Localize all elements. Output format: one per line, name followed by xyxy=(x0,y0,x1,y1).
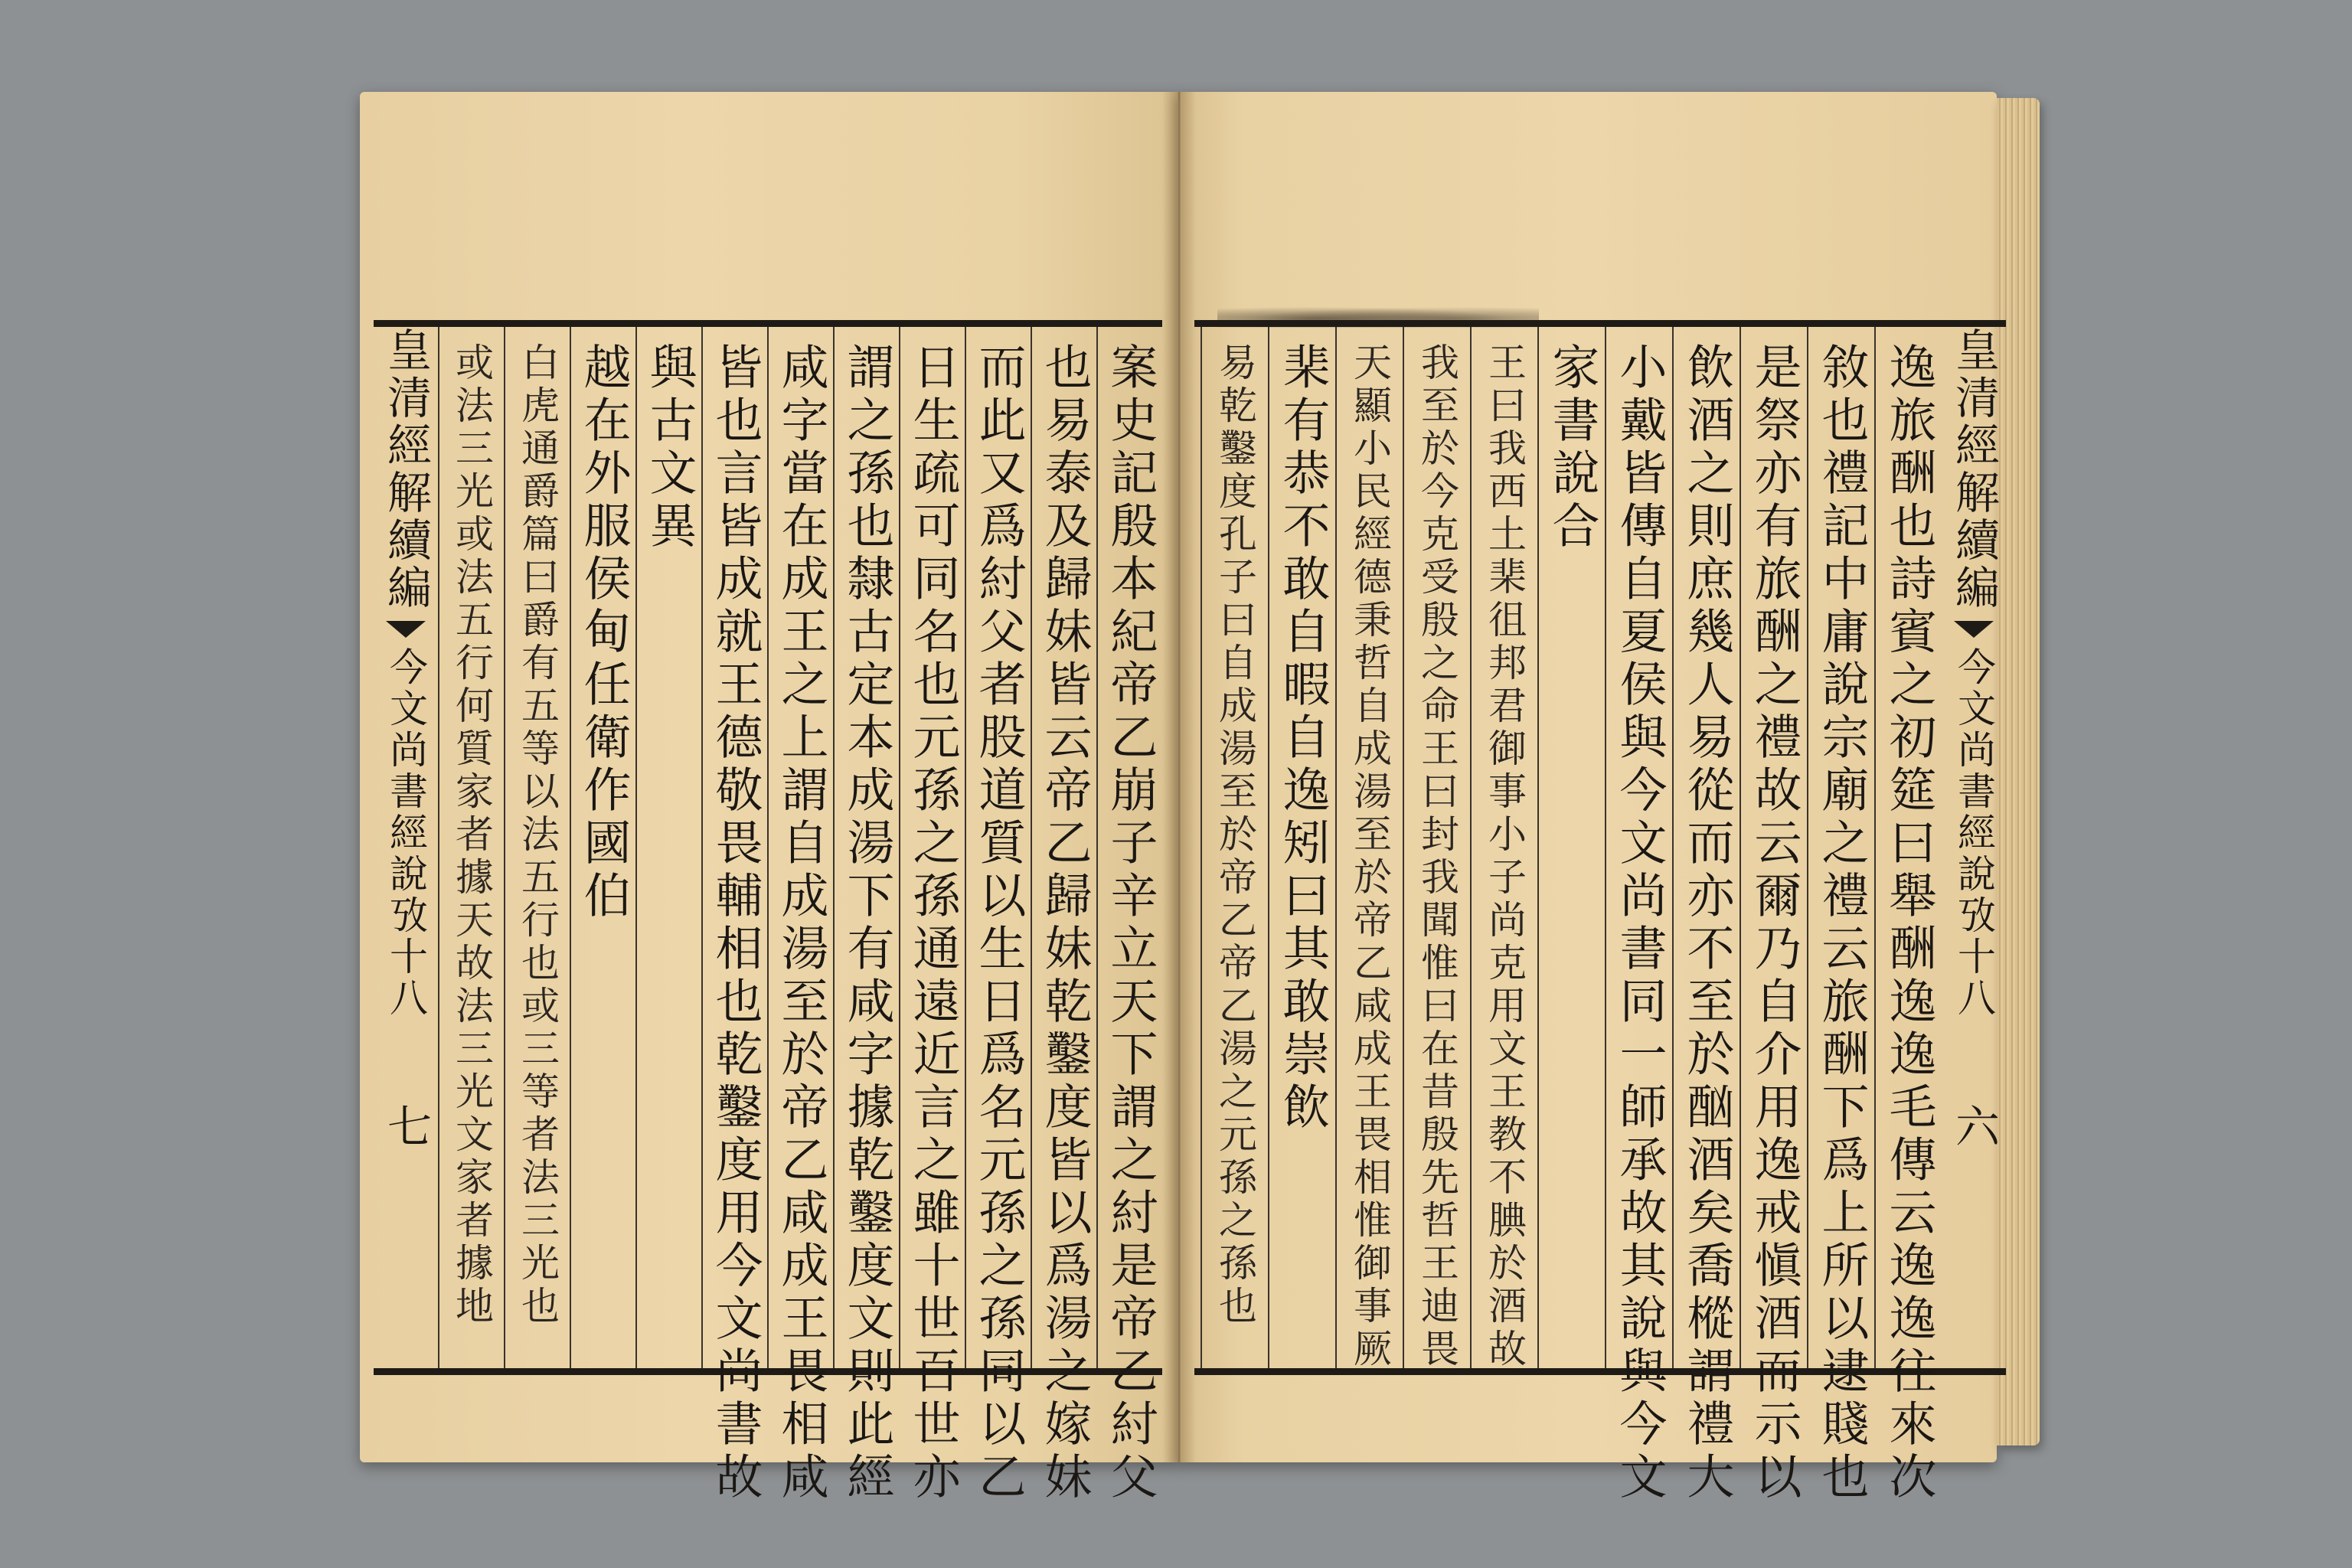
text-column: 棐有恭不敢自暇自逸矧曰其敢崇飲 xyxy=(1268,327,1335,1368)
text-column: 易乾鑿度孔子曰自成湯至於帝乙帝乙湯之元孫之孫也 xyxy=(1200,327,1268,1368)
text-column: 王曰我西土棐徂邦君御事小子尚克用文王教不腆於酒故 xyxy=(1470,327,1537,1368)
section-title: 今文尚書經說攷十八 xyxy=(1952,647,1996,1019)
left-text-block xyxy=(374,320,1162,1504)
text-column: 小戴皆傳自夏侯與今文尚書同一師承故其說與今文 xyxy=(1605,327,1672,1368)
book-gutter xyxy=(1162,92,1196,1462)
right-margin-strip xyxy=(1942,327,2006,1368)
section-title: 今文尚書經說攷十八 xyxy=(384,647,428,1019)
text-column: 與古文異 xyxy=(635,327,701,1368)
right-text-block xyxy=(1194,320,2006,1504)
text-column: 也易泰及歸妹皆云帝乙歸妹乾鑿度皆以爲湯之嫁妹 xyxy=(1031,327,1096,1368)
text-column: 咸字當在成王之上謂自成湯至於帝乙咸成王畏相咸 xyxy=(767,327,833,1368)
text-column: 而此又爲紂父者股道質以生日爲名元孫之孫同以乙 xyxy=(965,327,1031,1368)
text-column: 逸旅酬也詩賓之初筵曰舉酬逸逸毛傳云逸逸往來次 xyxy=(1874,327,1942,1368)
text-column: 或法三光或法五行何質家者據天故法三光文家者據地 xyxy=(438,327,504,1368)
text-column: 是祭亦有旅酬之禮故云爾乃自介用逸戒愼酒而示以 xyxy=(1740,327,1807,1368)
fishtail-mark xyxy=(1954,621,1994,638)
text-column: 案史記殷本紀帝乙崩子辛立天下謂之紂是帝乙紂父 xyxy=(1096,327,1162,1368)
text-column: 天顯小民經德秉哲自成湯至於帝乙咸成王畏相惟御事厥 xyxy=(1335,327,1403,1368)
text-column: 謂之孫也隸古定本成湯下有咸字據乾鑿度文則此經 xyxy=(833,327,899,1368)
leaf-number: 七 xyxy=(380,1103,432,1151)
book-title: 皇清經解續編 xyxy=(1948,327,2000,612)
text-column: 敘也禮記中庸說宗廟之禮云旅酬下爲上所以逮賤也 xyxy=(1807,327,1874,1368)
text-column: 白虎通爵篇曰爵有五等以法五行也或三等者法三光也 xyxy=(504,327,570,1368)
fishtail-mark xyxy=(386,621,426,638)
text-column: 皆也言皆成就王德敬畏輔相也乾鑿度用今文尚書故 xyxy=(701,327,767,1368)
left-margin-strip xyxy=(374,327,438,1368)
text-column: 日生疏可同名也元孫之孫通遠近言之雖十世百世亦 xyxy=(899,327,965,1368)
text-column: 我至於今克受殷之命王曰封我聞惟曰在昔殷先哲王迪畏 xyxy=(1403,327,1470,1368)
text-column: 越在外服侯甸任衛作國伯 xyxy=(570,327,635,1368)
text-column: 飲酒之則庶幾人易從而亦不至於酗酒矣喬樅謂禮大 xyxy=(1672,327,1740,1368)
text-column: 家書說合 xyxy=(1537,327,1605,1368)
book-title: 皇清經解續編 xyxy=(380,327,432,612)
leaf-number: 六 xyxy=(1948,1103,2000,1151)
